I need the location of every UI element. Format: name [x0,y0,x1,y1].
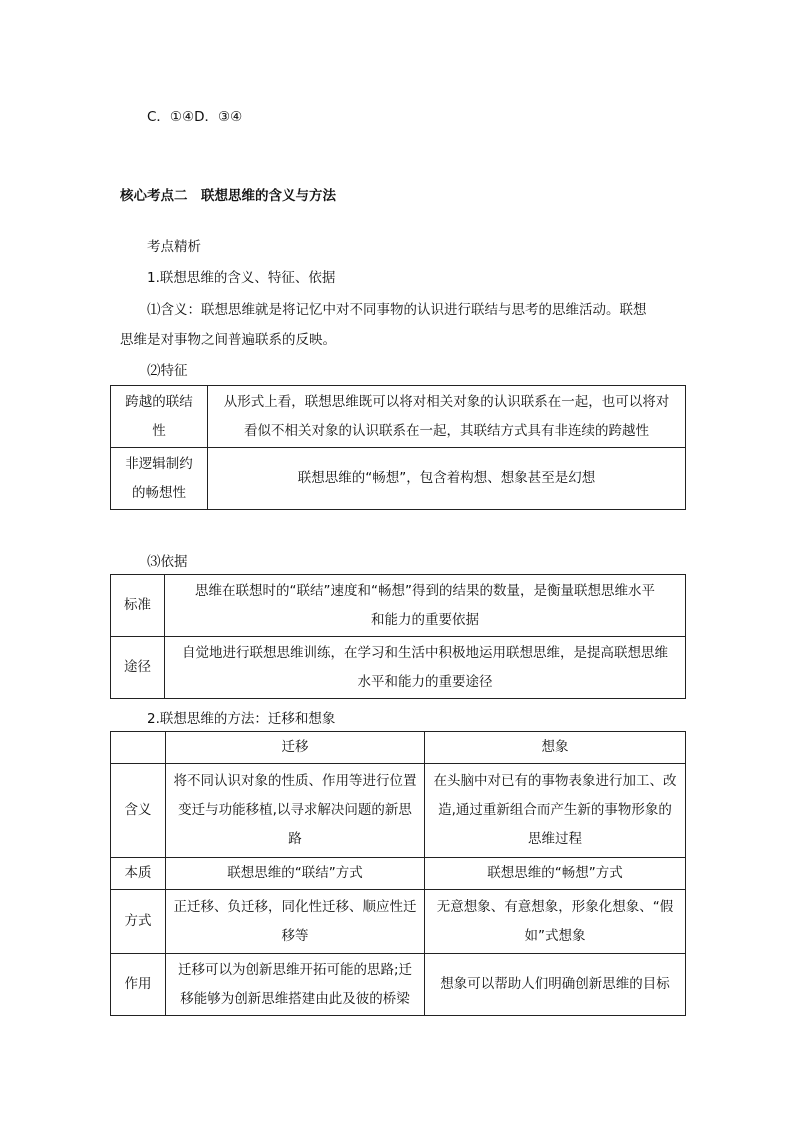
basis-content-line: 和能力的重要依据 [371,611,479,628]
feature-content-line: 看似不相关对象的认识联系在一起，其联结方式具有非连续的跨越性 [244,422,649,439]
basis-table [110,574,686,699]
basis-content-line: 思维在联想时的“联结”速度和“畅想”得到的结果的数量，是衡量联想思维水平 [195,582,655,599]
table-row [111,764,686,858]
row-label-cell: 本质 [111,858,166,890]
imagination-cell [425,858,686,890]
table-row [111,386,686,448]
cell-line: 正迁移、负迁移，同化性迁移、顺应性迁 [173,898,417,915]
feature-label-line: 性 [152,422,166,439]
cell-line: 变迁与功能移植,以寻求解决问题的新思 [178,802,412,818]
basis-content-line: 自觉地进行联想思维训练，在学习和生活中积极地运用联想思维，是提高联想思维 [182,644,668,661]
feature-label-line: 跨越的联结 [125,393,193,410]
row-label-cell: 含义 [111,764,166,858]
row-label-cell: 方式 [111,890,166,954]
meaning-line-2: 思维是对事物之间普遍联系的反映。 [120,332,336,348]
header-cell-empty [111,732,166,764]
row-label-cell: 作用 [111,954,166,1016]
point2-title: 2.联想思维的方法：迁移和想象 [147,711,336,727]
table-row [111,890,686,954]
transfer-cell [166,954,425,1016]
feature-label-cell [111,386,208,448]
point1-title: 1.联想思维的含义、特征、依据 [147,270,336,286]
option-line: C．①④D．③④ [147,109,243,125]
feature-content-cell [208,386,686,448]
features-label: ⑵特征 [147,363,188,379]
basis-content-cell [165,637,686,699]
transfer-cell [166,764,425,858]
header-cell-imagination: 想象 [425,732,686,764]
cell-line: 思维过程 [528,831,582,847]
analysis-label: 考点精析 [147,239,201,255]
header-cell-transfer: 迁移 [166,732,425,764]
cell-line: 路 [288,831,302,847]
feature-label-line: 的畅想性 [132,484,186,501]
imagination-cell [425,954,686,1016]
cell-line: 将不同认识对象的性质、作用等进行位置 [173,773,417,789]
methods-table [110,731,686,1016]
basis-content-line: 水平和能力的重要途径 [357,673,493,690]
feature-content-line: 联想思维的“畅想”，包含着构想、想象甚至是幻想 [297,470,596,486]
cell-line: 想象可以帮助人们明确创新思维的目标 [440,976,670,992]
basis-content-cell [165,575,686,637]
cell-line: 如”式想象 [524,927,586,944]
table-row [111,575,686,637]
table-header-row [111,732,686,764]
cell-line: 无意想象、有意想象，形象化想象、“假 [436,898,674,915]
basis-label-cell: 标准 [111,575,165,637]
cell-line: 在头脑中对已有的事物表象进行加工、改 [433,773,677,789]
transfer-cell [166,858,425,890]
feature-label-line: 非逻辑制约 [125,455,193,472]
cell-line: 联想思维的“畅想”方式 [487,865,623,881]
imagination-cell [425,764,686,858]
table-row [111,858,686,890]
cell-line: 迁移可以为创新思维开拓可能的思路;迁 [177,961,413,978]
table-row [111,637,686,699]
table-row [111,448,686,510]
imagination-cell [425,890,686,954]
feature-content-cell [208,448,686,510]
cell-line: 造,通过重新组合而产生新的事物形象的 [438,802,672,818]
feature-content-line: 从形式上看，联想思维既可以将对相关对象的认识联系在一起，也可以将对 [223,393,670,410]
table-row [111,954,686,1016]
basis-label: ⑶依据 [147,554,188,570]
basis-label-cell: 途径 [111,637,165,699]
features-table [110,385,686,510]
cell-line: 移等 [281,927,309,944]
section-title: 核心考点二 联想思维的含义与方法 [120,188,336,204]
feature-label-cell [111,448,208,510]
cell-line: 联想思维的“联结”方式 [227,865,363,881]
transfer-cell [166,890,425,954]
cell-line: 移能够为创新思维搭建由此及彼的桥梁 [180,990,410,1007]
meaning-line-1: ⑴含义：联想思维就是将记忆中对不同事物的认识进行联结与思考的思维活动。联想 [147,302,647,318]
